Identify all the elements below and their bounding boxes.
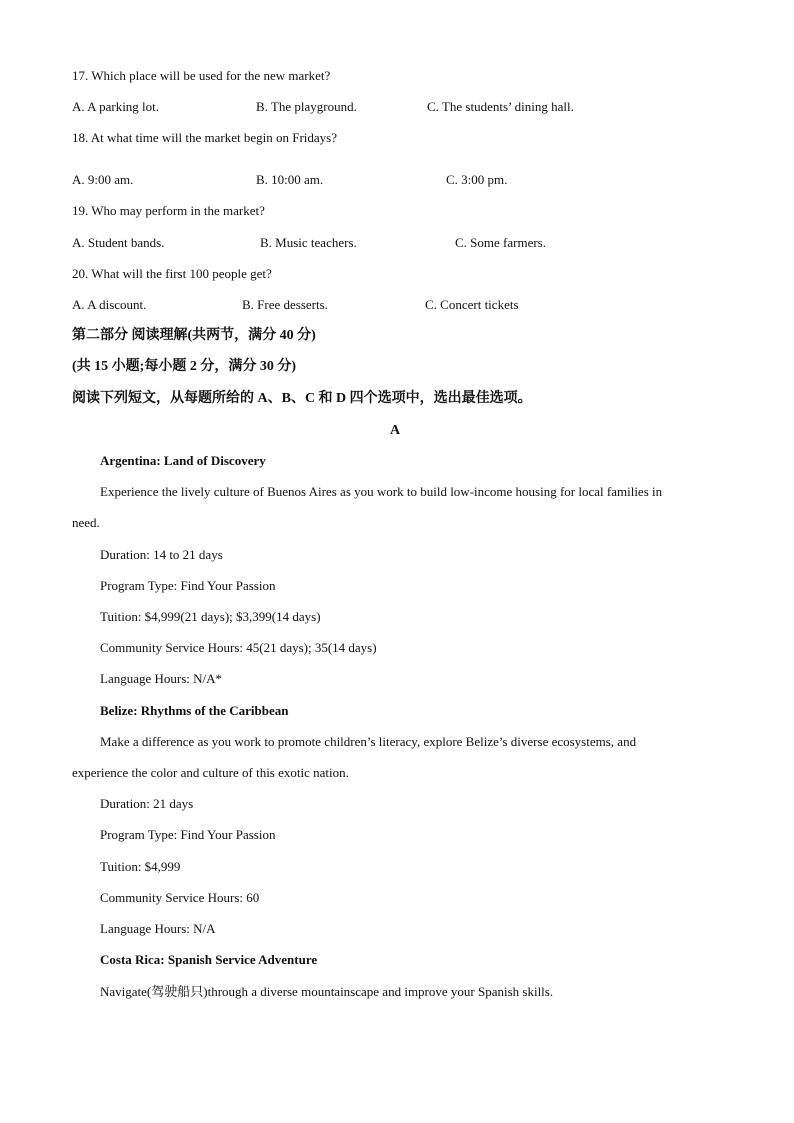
program-title-costa-rica: Costa Rica: Spanish Service Adventure <box>100 952 318 967</box>
question-19-stem: 19. Who may perform in the market? <box>72 203 265 218</box>
program-desc-costa-rica: Navigate(驾驶船只)through a diverse mountainscape and improve your Spanish skills. <box>100 984 554 999</box>
program-service-belize: Community Service Hours: 60 <box>100 890 260 905</box>
program-tuition-belize: Tuition: $4,999 <box>100 859 181 874</box>
program-duration-argentina: Duration: 14 to 21 days <box>100 547 223 562</box>
program-title-belize: Belize: Rhythms of the Caribbean <box>100 703 289 718</box>
program-type-argentina: Program Type: Find Your Passion <box>100 578 276 593</box>
question-18-stem: 18. At what time will the market begin on Fridays? <box>72 130 338 145</box>
program-desc-belize: Make a difference as you work to promote children’s literacy, explore Belize’s diverse ecosystems, and <box>100 734 637 749</box>
question-19-option-c: C. Some farmers. <box>455 235 546 250</box>
program-desc-belize-cont: experience the color and culture of this exotic nation. <box>72 765 349 780</box>
question-17-option-c: C. The students’ dining hall. <box>427 99 574 114</box>
program-title-argentina: Argentina: Land of Discovery <box>100 453 266 468</box>
program-tuition-argentina: Tuition: $4,999(21 days); $3,399(14 days) <box>100 609 321 624</box>
question-17-option-a: A. A parking lot. <box>72 99 160 114</box>
passage-label: A <box>390 423 401 438</box>
question-19-option-b: B. Music teachers. <box>260 235 357 250</box>
question-20-stem: 20. What will the first 100 people get? <box>72 266 272 281</box>
section-title: 第二部分 阅读理解(共两节，满分 40 分) <box>72 328 316 343</box>
question-18-option-b: B. 10:00 am. <box>256 172 324 187</box>
question-18-option-a: A. 9:00 am. <box>72 172 134 187</box>
section-instruction: 阅读下列短文，从每题所给的 A、B、C 和 D 四个选项中，选出最佳选项。 <box>72 391 532 406</box>
question-20-option-c: C. Concert tickets <box>425 297 519 312</box>
program-desc-argentina-cont: need. <box>72 515 100 530</box>
question-17-option-b: B. The playground. <box>256 99 357 114</box>
program-duration-belize: Duration: 21 days <box>100 796 194 811</box>
program-desc-argentina: Experience the lively culture of Buenos Aires as you work to build low-income housing for local families in <box>100 484 663 499</box>
program-language-argentina: Language Hours: N/A* <box>100 671 223 686</box>
program-language-belize: Language Hours: N/A <box>100 921 216 936</box>
question-18-option-c: C. 3:00 pm. <box>446 172 508 187</box>
question-17-stem: 17. Which place will be used for the new market? <box>72 68 331 83</box>
program-type-belize: Program Type: Find Your Passion <box>100 827 276 842</box>
section-subtitle: (共 15 小题;每小题 2 分，满分 30 分) <box>72 359 296 374</box>
question-19-option-a: A. Student bands. <box>72 235 165 250</box>
question-20-option-b: B. Free desserts. <box>242 297 328 312</box>
question-20-option-a: A. A discount. <box>72 297 147 312</box>
program-service-argentina: Community Service Hours: 45(21 days); 35(14 days) <box>100 640 377 655</box>
